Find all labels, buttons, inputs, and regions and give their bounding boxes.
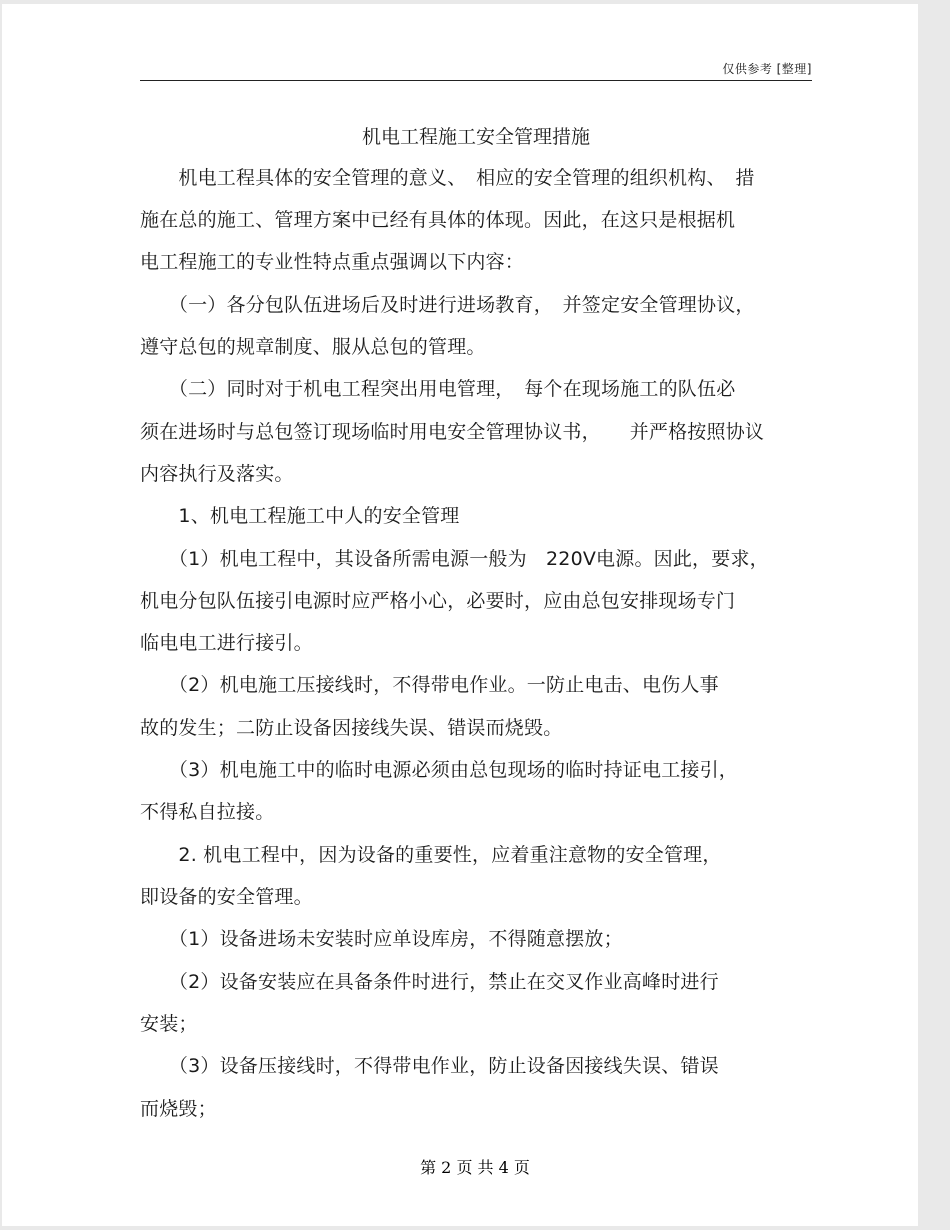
document-page bbox=[2, 4, 918, 1226]
body-line: 临电电工进行接引。 bbox=[140, 632, 313, 654]
body-line: （1）设备进场未安装时应单设库房，不得随意摆放； bbox=[140, 928, 623, 950]
section-heading: 2. 机电工程中，因为设备的重要性，应着重注意物的安全管理， bbox=[140, 844, 722, 866]
body-line: 内容执行及落实。 bbox=[140, 463, 294, 485]
body-line: （2）机电施工压接线时，不得带电作业。一防止电击、电伤人事 bbox=[140, 674, 719, 696]
body-line: 机电分包队伍接引电源时应严格小心，必要时，应由总包安排现场专门 bbox=[140, 590, 736, 612]
body-line: （二）同时对于机电工程突出用电管理， 每个在现场施工的队伍必 bbox=[140, 378, 736, 400]
body-line: （1）机电工程中，其设备所需电源一般为 220V电源。因此，要求， bbox=[140, 548, 769, 570]
page-footer: 第 2 页 共 4 页 bbox=[420, 1158, 530, 1177]
body-line: （2）设备安装应在具备条件时进行，禁止在交叉作业高峰时进行 bbox=[140, 971, 719, 993]
page-header bbox=[140, 56, 812, 81]
document-title: 机电工程施工安全管理措施 bbox=[361, 126, 590, 148]
body-line: 机电工程具体的安全管理的意义、 相应的安全管理的组织机构、 措 bbox=[140, 167, 755, 189]
header-text: 仅供参考 [整理] bbox=[722, 62, 812, 76]
body-line: 安装； bbox=[140, 1013, 198, 1035]
body-line: （3）机电施工中的临时电源必须由总包现场的临时持证电工接引， bbox=[140, 759, 738, 781]
body-line: 不得私自拉接。 bbox=[140, 801, 275, 823]
body-line: （3）设备压接线时，不得带电作业，防止设备因接线失误、错误 bbox=[140, 1055, 719, 1077]
section-heading: 1、机电工程施工中人的安全管理 bbox=[140, 505, 460, 527]
body-line: 遵守总包的规章制度、服从总包的管理。 bbox=[140, 336, 486, 358]
body-line: 须在进场时与总包签订现场临时用电安全管理协议书， 并严格按照协议 bbox=[140, 421, 765, 443]
body-line: 电工程施工的专业性特点重点强调以下内容： bbox=[140, 251, 525, 273]
body-line: （一）各分包队伍进场后及时进行进场教育， 并签定安全管理协议， bbox=[140, 294, 755, 316]
body-line: 即设备的安全管理。 bbox=[140, 886, 313, 908]
body-line: 而烧毁； bbox=[140, 1098, 217, 1120]
body-line: 施在总的施工、管理方案中已经有具体的体现。因此，在这只是根据机 bbox=[140, 209, 736, 231]
body-line: 故的发生；二防止设备因接线失误、错误而烧毁。 bbox=[140, 717, 563, 739]
